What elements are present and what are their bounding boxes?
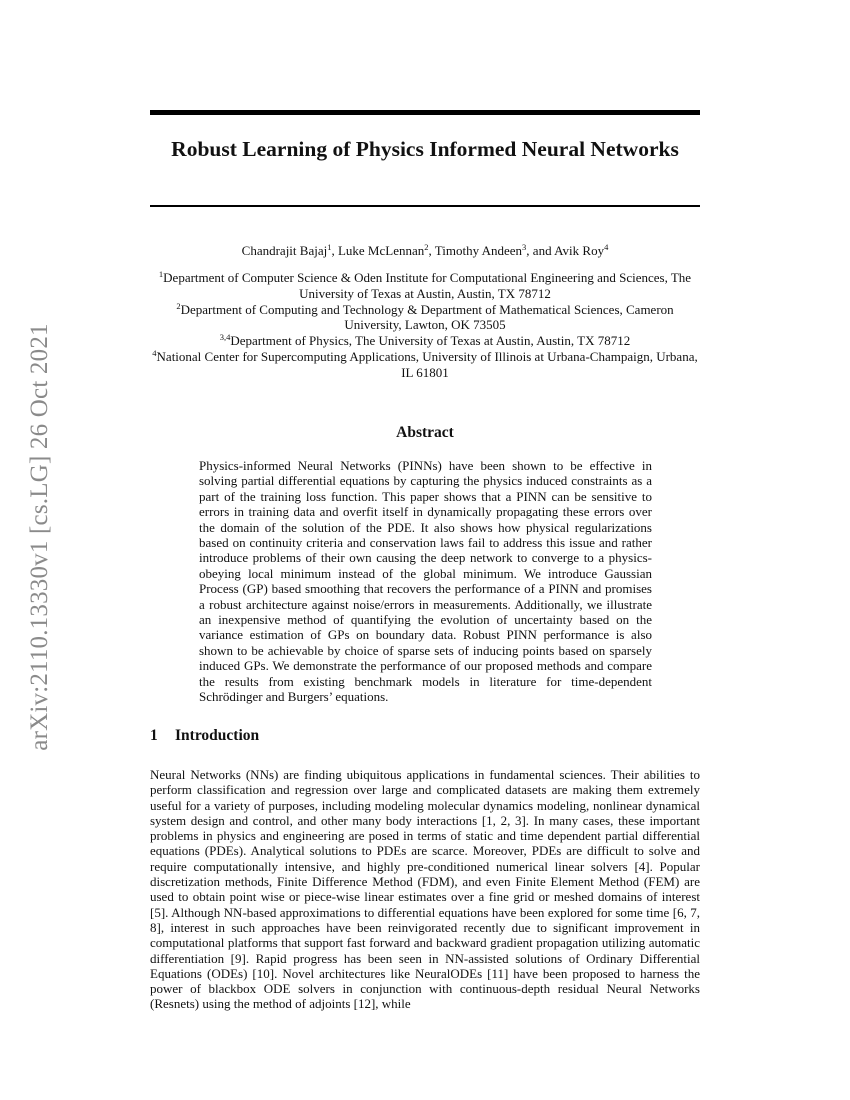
section-heading (150, 727, 700, 745)
author-name: Luke McLennan (337, 243, 425, 258)
title-bottom-rule (150, 205, 700, 207)
paper-title: Robust Learning of Physics Informed Neural Networks (171, 137, 679, 161)
abstract-body: Physics-informed Neural Networks (PINNs) have been shown to be effective in solving partial differential equations by capturing the physics induced constraints as a part of the training loss function. This paper shows that a PINN can be sensitive to errors in training data and overfit itself in dynamically propagating these errors over the domain of the solution of the PDE. It also shows how physical regularizations based on continuity criteria and conservation laws fail to address this issue and rather introduce problems of their own causing the deep network to converge to a physics-obeying local minimum instead of the global minimum. We introduce Gaussian Process (GP) based smoothing that recovers the performance of a PINN and promises a robust architecture against noise/errors in measurements. Additionally, we illustrate an inexpensive method of quantifying the evolution of uncertainty based on the variance estimation of GPs on boundary data. Robust PINN performance is also shown to be achievable by choice of sparse sets of inducing points based on sparsely induced GPs. We demonstrate the performance of our proposed methods and compare the results from existing benchmark models in literature for time-dependent Schrödinger and Burgers’ equations. (199, 458, 652, 705)
author-list (150, 243, 700, 259)
author-separator: , (331, 243, 338, 258)
arxiv-side-stamp: arXiv:2110.13330v1 [cs.LG] 26 Oct 2021 (26, 323, 53, 751)
author-separator: , (428, 243, 435, 258)
affiliation-text: Department of Computing and Technology & Department of Mathematical Sciences, Cameron University, Lawton, OK 73505 (180, 301, 674, 333)
affiliation-mark: 3,4 (219, 332, 231, 343)
affiliation-list (150, 270, 700, 381)
author-affiliation-mark: 3 (522, 242, 527, 252)
author-separator: , and (526, 243, 555, 258)
affiliation (150, 270, 700, 302)
affiliation-text: National Center for Supercomputing Applications, University of Illinois at Urbana-Champaign, Urbana, IL 61801 (156, 348, 698, 380)
affiliation-mark: 1 (158, 269, 164, 279)
affiliation-mark: 2 (176, 300, 181, 311)
author-affiliation-mark: 4 (604, 242, 609, 252)
affiliation (150, 302, 700, 334)
introduction-body: Neural Networks (NNs) are finding ubiquitous applications in fundamental sciences. Their abilities to perform classification and regression over large and complicated datasets are making them extremely useful for a variety of purposes, including modeling molecular dynamics modeling, nonlinear dynamical system design and control, and other many body interactions [1, 2, 3]. In many cases, these important problems in physics and engineering are posed in terms of static and time dependent partial differential equations (PDEs). Analytical solutions to PDEs are scarce. Moreover, PDEs are difficult to solve and require computationally intensive, and highly pre-conditioned numerical linear solvers [4]. Popular discretization methods, Finite Difference Method (FDM), and even Finite Element Method (FEM) are used to obtain point wise or piece-wise linear estimates over a fine grid or meshed domains of interest [5]. Although NN-based approximations to differential equations have been explored for some time [6, 7, 8], interest in such approaches have been reinvigorated recently due to significant improvement in computational platforms that support fast forward and backward gradient propagation utilizing automatic differentiation [9]. Rapid progress has been seen in NN-assisted solutions of Ordinary Differential Equations (ODEs) [10]. Novel architectures like NeuralODEs [11] have been proposed to harness the power of blackbox ODE solvers in conjunction with continuous-depth residual Neural Networks (Resnets) using the method of adjoints [12], while (150, 767, 700, 1012)
author-name: Chandrajit Bajaj (241, 243, 328, 258)
affiliation-mark: 4 (152, 347, 157, 358)
affiliation (150, 333, 700, 349)
section-title: Introduction (175, 727, 260, 744)
affiliation (150, 349, 700, 381)
affiliation-text: Department of Computer Science & Oden Institute for Computational Engineering and Sciences, The University of Texas at Austin, Austin, TX 78712 (163, 270, 692, 301)
author-affiliation-mark: 1 (327, 242, 332, 252)
title-top-rule (150, 110, 700, 115)
author-affiliation-mark: 2 (424, 242, 429, 252)
abstract-heading: Abstract (396, 424, 454, 441)
affiliation-text: Department of Physics, The University of Texas at Austin, Austin, TX 78712 (230, 333, 631, 349)
author-name: Avik Roy (554, 243, 605, 258)
author-name: Timothy Andeen (434, 243, 523, 258)
section-number: 1 (150, 727, 158, 744)
